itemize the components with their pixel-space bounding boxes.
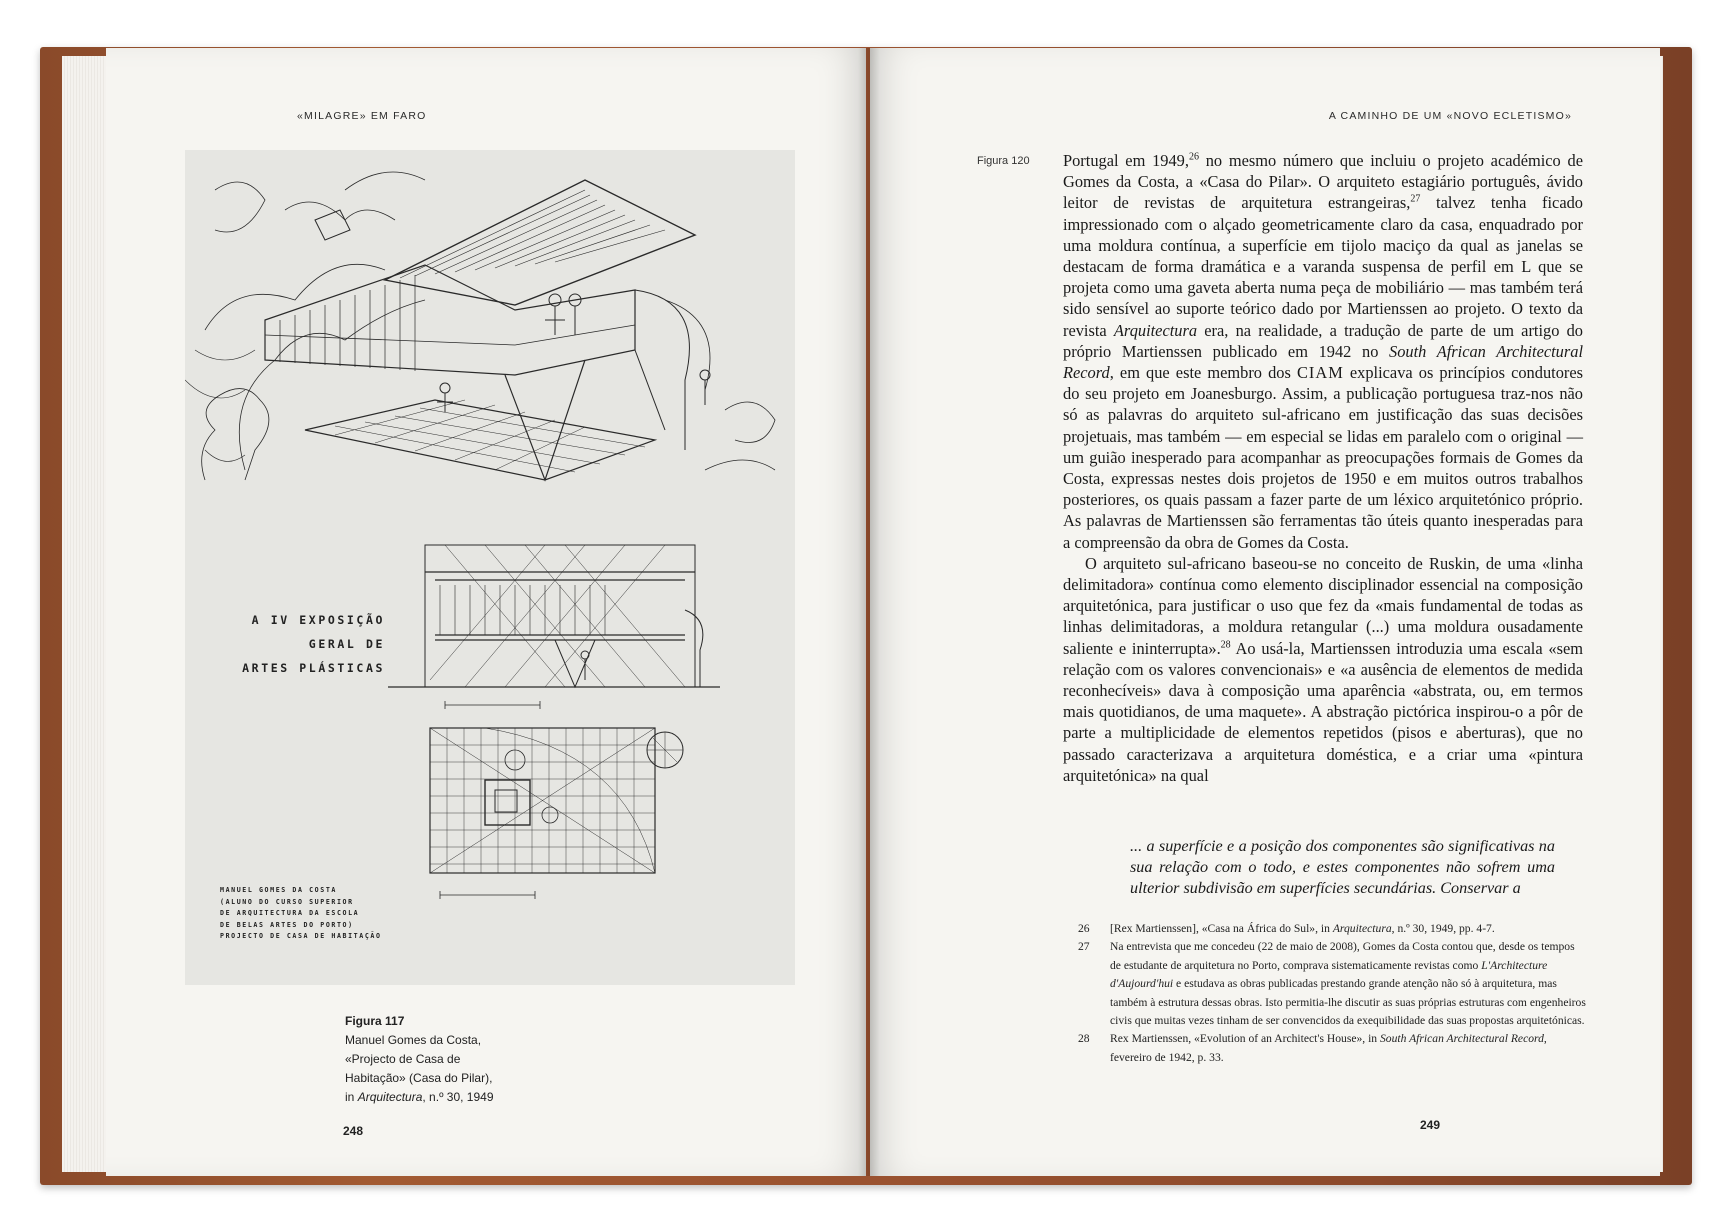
plate-title-line-1: A IV EXPOSIÇÃO GERAL DE — [251, 613, 385, 651]
plate-credit: MANUEL GOMES DA COSTA (ALUNO DO CURSO SUPERIOR DE ARQUITECTURA DA ESCOLA DE BELAS ARTES DO PORTO) PROJECTO DE CASA DE HABITAÇÃO — [220, 886, 382, 940]
footnote-title: Arquitectura — [1332, 922, 1392, 935]
footnote-26 — [1078, 920, 1588, 938]
p2-text-b: Ao usá-la, Martienssen introduzia uma escala «sem relação com os valores convencionais» e «a ausência de elementos de medida reconhecíveis» dava à composição uma aparência «abstrata, ou, em termos mais quotidianos, de uma maquete». A abstração pictórica inspirou-o a pôr de parte a multiplicidade de elementos repetidos (pisos e aberturas), que no passado caracterizava a arquitetura doméstica, e a criar uma «pintura arquitetónica» na qual — [1063, 638, 1583, 785]
architectural-drawing — [185, 150, 795, 985]
p1-text-c: talvez tenha ficado impressionado com o alçado geometricamente claro da casa, enquadrado por uma moldura contínua, a superfície em tijolo maciço da qual as janelas se destacam de forma dramática e a varanda suspensa de perfil em L que se projeta como uma gaveta aberta numa peça de mobiliário — mas também terá sido sensível ao suporte teórico dado por Martienssen ao projeto. O texto da revista — [1063, 193, 1583, 340]
perspective-sketch — [185, 172, 775, 480]
plate-title-line-2: ARTES PLÁSTICAS — [242, 661, 385, 675]
footnote-ref-27: 27 — [1410, 193, 1421, 205]
footnote-ref-26: 26 — [1188, 151, 1199, 163]
p1-text-e: , em que este membro dos — [1109, 363, 1297, 383]
p2-text-a: O arquiteto sul-africano baseou-se no conceito de Ruskin, de uma «linha delimitadora» contínua como elemento disciplinador essencial na composição arquitetónica, para justificar o uso que fez da «mais fundamental de todas as linhas delimitadoras, a moldura retangular (...) uma moldura ousadamente saliente e ininterrupta». — [1063, 553, 1583, 658]
footnote-text: Rex Martienssen, «Evolution of an Architect's House», in — [1110, 1032, 1380, 1046]
footnote-text-end: , fevereiro de 1942, p. 33. — [1110, 1032, 1547, 1064]
caption-in: in — [345, 1090, 355, 1104]
p1-text-f: explicava os princípios condutores do seu projeto em Joanesburgo. Assim, a publicação portuguesa traz-nos não só as palavras do arquiteto sul-africano em justificação das suas decisões projetuais, mas também — em especial se lidas em paralelo com o original — um guião inesperado para acompanhar as preocupações formais de Gomes da Costa, expressas nestes dois projetos de 1950 e em muitos outros trabalhos posteriores, os quais passam a fazer parte de um léxico arquitetónico próprio. As palavras de Martienssen são ferramentas tão úteis quanto inesperadas para a compreensão da obra de Gomes da Costa. — [1063, 363, 1583, 552]
p1-ciam: CIAM — [1296, 363, 1344, 383]
caption-line-4 — [345, 1088, 545, 1107]
caption-line-3: Habitação» (Casa do Pilar), — [345, 1071, 493, 1085]
page-edges-left — [62, 56, 112, 1172]
p1-text-d: era, na realidade, a tradução de parte de um artigo do próprio Martienssen publicado em 1942 no — [1063, 320, 1583, 361]
footnote-text: Na entrevista que me concedeu (22 de maio de 2008), Gomes da Costa contou que, desde os tempos de estudante de arquitetura no Porto, comprava sistematicamente revistas como — [1110, 940, 1575, 972]
footnote-text: [Rex Martienssen], «Casa na África do Sul», in — [1110, 922, 1333, 935]
p1-journal-2: South African Architectural Record — [1063, 341, 1584, 383]
footnote-text-end: e estudava as obras publicadas prestando grande atenção não só à arquitetura, mas também à estrutura dessas obras. Isto permitia-lhe discutir as suas próprias estruturas com engenheiros civis que muitas vezes tinham de ser convencidos da exequibilidade das suas propostas arquitetónicas. — [1110, 977, 1586, 1028]
footnote-27 — [1078, 938, 1588, 1030]
figure-117-plate — [185, 150, 795, 985]
margin-note: Figura 120 — [977, 155, 1030, 167]
figure-caption — [345, 1012, 545, 1107]
caption-line-1: Manuel Gomes da Costa, — [345, 1033, 482, 1047]
footnote-ref-28: 28 — [1220, 639, 1231, 651]
footnote-title: South African Architectural Record — [1380, 1032, 1544, 1046]
p1-text-a: Portugal em 1949, — [1063, 151, 1189, 170]
footnotes — [1078, 920, 1588, 1067]
running-head-right: A CAMINHO DE UM «NOVO ECLETISMO» — [1328, 110, 1572, 122]
page-number-right: 249 — [1420, 1118, 1441, 1132]
body-text — [1063, 150, 1583, 786]
p1-text-b: no mesmo número que incluiu o projeto académico de Gomes da Costa, a «Casa do Pilar». O arquiteto estagiário português, ávido leitor de revistas de arquitetura estrangeiras, — [1063, 151, 1583, 213]
book-gutter — [858, 48, 880, 1176]
footnote-title: L'Architecture d'Aujourd'hui — [1110, 958, 1548, 991]
footnote-28 — [1078, 1030, 1588, 1067]
paragraph-2 — [1063, 553, 1583, 786]
caption-journal: Arquitectura — [357, 1090, 423, 1104]
p1-journal: Arquitectura — [1113, 320, 1198, 340]
footnote-number: 27 — [1078, 940, 1090, 954]
caption-issue: , n.º 30, 1949 — [422, 1090, 494, 1104]
caption-line-2: «Projecto de Casa de — [345, 1052, 461, 1066]
plate-title — [200, 608, 385, 680]
paragraph-1 — [1063, 150, 1583, 553]
block-quote: ... a superfície e a posição dos componentes são significativas na sua relação com o todo, e estes componentes não sofrem uma ulterior subdivisão em superfícies secundárias. Conservar a — [1130, 837, 1555, 897]
plan-drawing — [430, 728, 683, 899]
footnote-number: 26 — [1078, 922, 1090, 935]
elevation-drawing — [388, 545, 720, 709]
caption-label: Figura 117 — [345, 1014, 405, 1028]
running-head-left: «MILAGRE» EM FARO — [297, 110, 427, 122]
footnote-number: 28 — [1078, 1032, 1090, 1046]
footnote-text-end: , n.º 30, 1949, pp. 4-7. — [1391, 922, 1495, 935]
page-number-left: 248 — [343, 1124, 364, 1138]
